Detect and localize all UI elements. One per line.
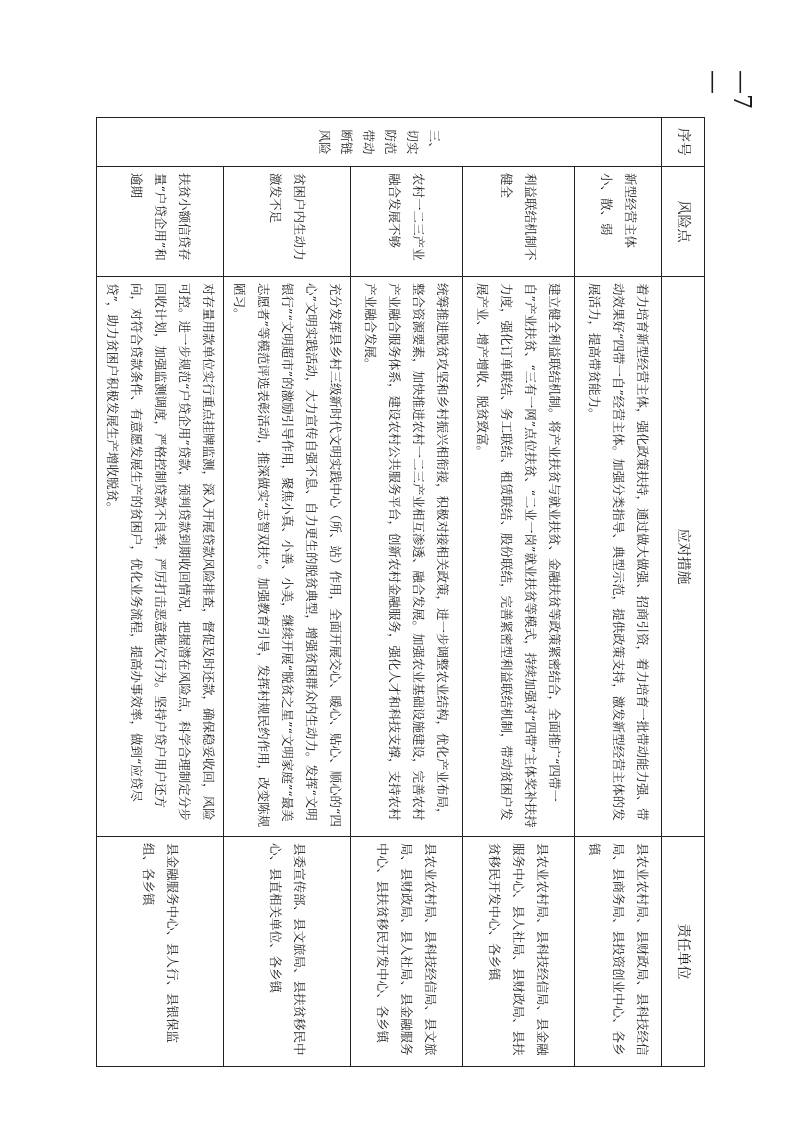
unit-cell: 县金融服务中心、县人行、县银保监组、各乡镇: [97, 837, 224, 1067]
measure-cell: 统筹推进脱贫攻坚和乡村振兴相衔接，积极对接相关政策，进一步调整农业结构，优化产业布局，整合资源要素，加快推进农村一二三产业相互渗透、融合发展。加强农业基础设施建设，完善农村产业融合服务体系，建设农村公共服务平台，创新农村金融服务，强化人才和科技支撑，支持农村产业融合发展。: [351, 277, 463, 837]
category-cell: 三、切实防范带动断链风险: [97, 118, 662, 167]
table-header-row: [662, 118, 705, 1067]
risk-cell: 农村一二三产业融合发展不够: [351, 167, 463, 277]
header-index: 序号: [662, 118, 705, 167]
risk-cell: 利益联结机制不健全: [463, 167, 575, 277]
header-measure: 应对措施: [662, 277, 705, 837]
measure-cell: 充分发挥县乡村三级新时代文明实践中心（所、站）作用，全面开展交心、暖心、贴心、顺心的“四心”文明实践活动，大力宣传自强不息、自力更生的脱贫典型，增强贫困群众内生动力。发挥“文明银行”“文明超市”的激励引导作用，聚焦小真、小善、小美，继续开展“脱贫之星”“文明家庭”“最美志愿者”等模范评选表彰活动，推深做实“志智双扶”。加强教育引导，发挥村规民约作用，改变陈规陋习。: [224, 277, 351, 837]
landscape-table-wrapper: [105, 117, 705, 1066]
risk-cell: 新型经营主体小、散、弱: [575, 167, 662, 277]
risk-cell: 贫困户内生动力激发不足: [224, 167, 351, 277]
risk-cell: 扶贫小额信贷存量“户贷企用”和逾期: [97, 167, 224, 277]
unit-cell: 县农业农村局、县财政局、县科技经信局、县商务局、县投资创业中心、各乡镇: [575, 837, 662, 1067]
unit-cell: 县农业农村局、县科技经信局、县金融服务中心、县人社局、县财政局、县扶贫移民开发中心、各乡镇: [463, 837, 575, 1067]
unit-cell: 县委宣传部、县文旅局、县扶贫移民中心、县直相关单位、各乡镇: [224, 837, 351, 1067]
table-rotation-frame: [105, 117, 705, 1066]
page-number: —7—: [700, 70, 756, 110]
table-row: [463, 118, 575, 1067]
unit-cell: 县农业农村局、县科技经信局、县文旅局、县财政局、县人社局、县金融服务中心、县扶贫移民开发中心、各乡镇: [351, 837, 463, 1067]
measure-cell: 着力培育新型经营主体，强化政策扶持，通过做大做强、招商引资，着力培育一批带动能力强、带动效果好“四带一自”经营主体。加强分类指导、典型示范，提供政策支持，激发新型经营主体的发展活力，提高带贫能力。: [575, 277, 662, 837]
table-row: [97, 118, 224, 1067]
header-risk: 风险点: [662, 167, 705, 277]
table-row: [575, 118, 662, 1067]
measure-cell: 对存量用款单位实行重点挂牌监测，深入开展贷款风险排查，督促及时还款，确保稳妥收回，风险可控。进一步规范“户贷企用”贷款，预判贷款到期收回情况，把握潜在风险点，科学合理制定分步回收计划，加强监测调度，严格控制贷款不良率，严厉打击恶意拖欠行为。坚持户贷户用户还方向，对符合贷款条件、有意愿发展生产的贫困户，优化业务流程，提高办事效率，做到“应贷尽贷”，助力贫困户积极发展生产增收脱贫。: [97, 277, 224, 837]
header-unit: 责任单位: [662, 837, 705, 1067]
table-row: [351, 118, 463, 1067]
risk-measures-table: [96, 117, 705, 1067]
table-row: [224, 118, 351, 1067]
measure-cell: 建立健全利益联结机制。将产业扶贫与就业扶贫、金融扶贫等政策紧密结合，全面推广“四带一自”产业扶贫、“三有一网”点位扶贫、“二业一岗”就业扶贫等模式，持续加强对“四带”主体奖补扶持力度，强化订单联结、务工联结、租赁联结、股份联结，完善紧密型利益联结机制，带动贫困户发展产业、增产增收、脱贫致富。: [463, 277, 575, 837]
